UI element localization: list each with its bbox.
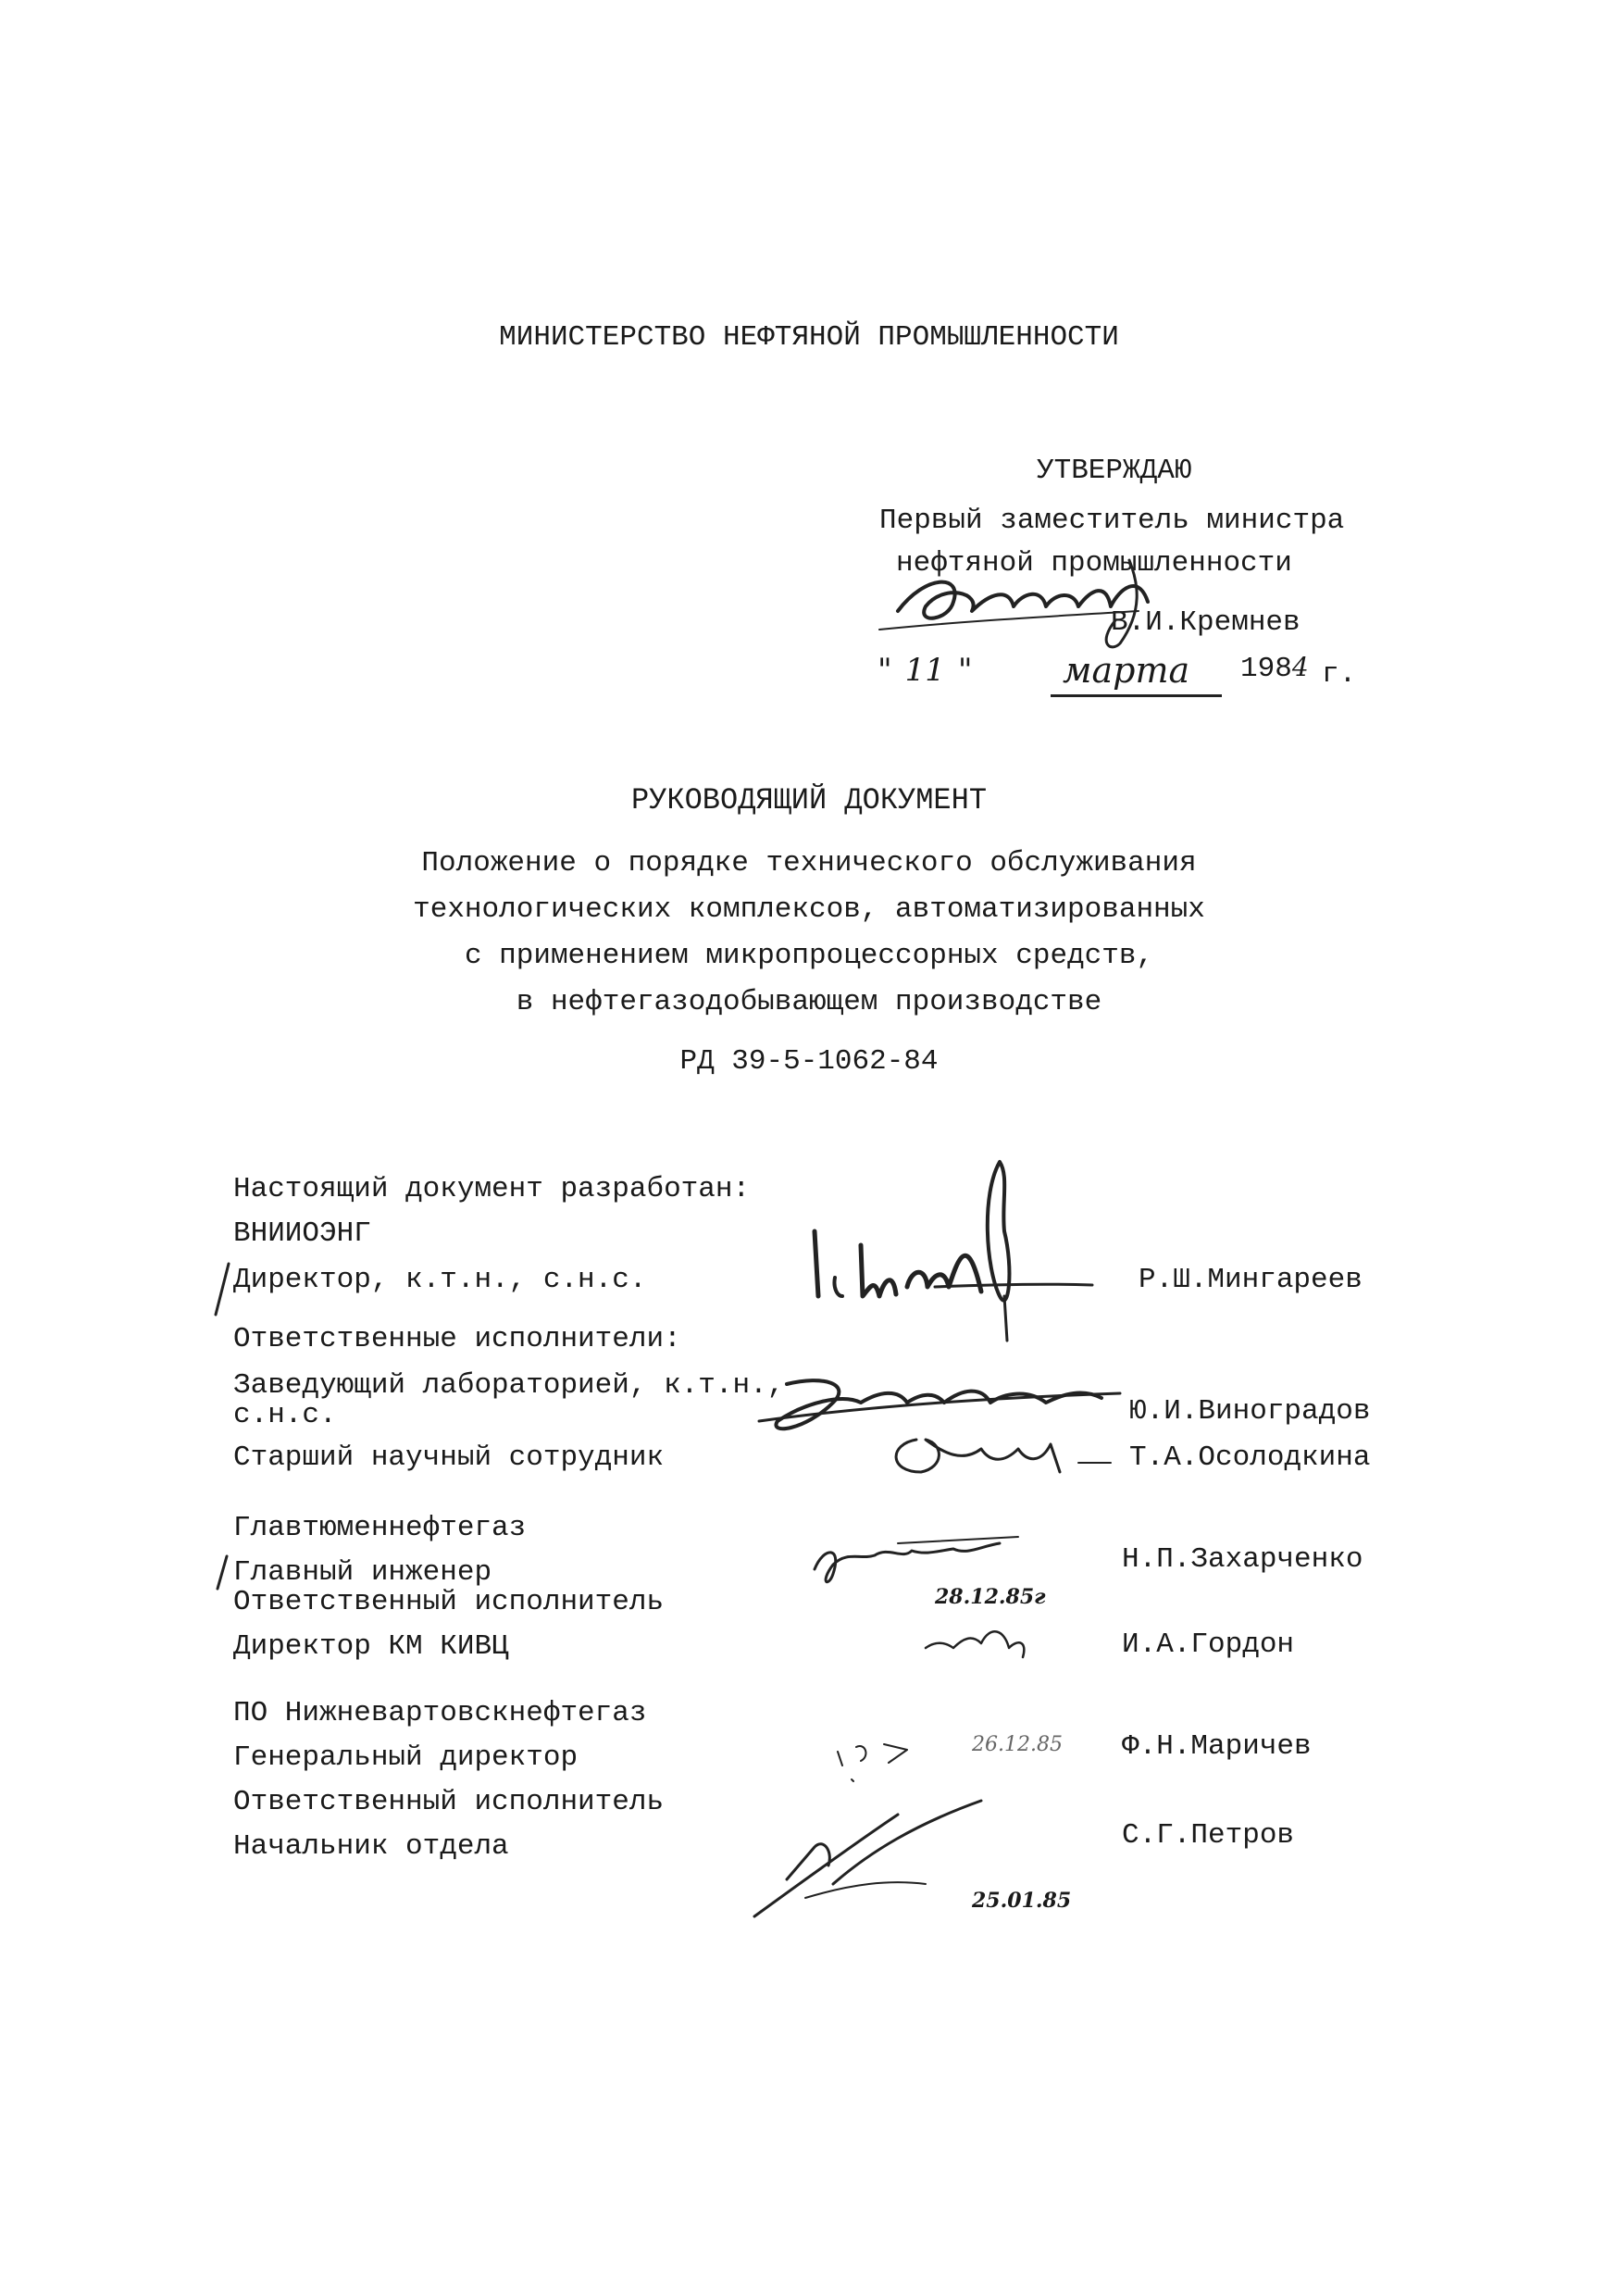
director-role: Директор, к.т.н., с.н.с. [233, 1264, 647, 1296]
zakharchenko-signature [805, 1532, 1046, 1597]
approval-signer: В.И.Кремнев [1111, 606, 1301, 639]
check-mark-1 [208, 1259, 236, 1324]
approval-heading: УТВЕРЖДАЮ [1037, 455, 1192, 487]
responsible-label: Ответственные исполнители: [233, 1323, 681, 1355]
org-glavtyumen: Главтюменнефтегаз [233, 1512, 527, 1544]
director-name: Р.Ш.Мингареев [1139, 1264, 1363, 1296]
document-title-line-3: с применением микропроцессорных средств, [464, 940, 1154, 972]
org-vniioeng: ВНИИОЭНГ [233, 1217, 371, 1250]
ministry-title: МИНИСТЕРСТВО НЕФТЯНОЙ ПРОМЫШЛЕННОСТИ [499, 321, 1119, 354]
lab-head-role-2: с.н.с. [233, 1399, 337, 1431]
org-nizhnevartovsk: ПО Нижневартовскнефтегаз [233, 1697, 647, 1729]
gordon-signature [916, 1616, 1037, 1666]
kivc-name: И.А.Гордон [1122, 1628, 1295, 1661]
developers-intro: Настоящий документ разработан: [233, 1173, 751, 1205]
approval-date-suffix: г. [1322, 658, 1357, 691]
chief-engineer-name: Н.П.Захарченко [1122, 1543, 1363, 1576]
lab-head-role-1: Заведующий лабораторией, к.т.н., [233, 1369, 785, 1402]
marichev-signature [833, 1724, 972, 1775]
chief-engineer-date: 28.12.85г [935, 1585, 1046, 1609]
gd-role: Генеральный директор [233, 1741, 579, 1774]
approval-signature [861, 555, 1287, 657]
document-title-line-4: в нефтегазодобывающем производстве [516, 986, 1102, 1018]
approval-date-month: марта [1063, 650, 1190, 691]
osolodkina-signature [879, 1421, 1139, 1486]
approval-line-2: нефтяной промышленности [896, 547, 1292, 580]
approval-date-year: 1984 [1240, 652, 1309, 685]
gd-date: 26.12.85 [972, 1733, 1063, 1756]
document-title-line-2: технологических комплексов, автоматизированных [413, 893, 1205, 926]
document-title-line-1: Положение о порядке технического обслуживания [421, 847, 1197, 880]
kivc-role: Директор КМ КИВЦ [233, 1630, 509, 1663]
approval-line-1: Первый заместитель министра [879, 505, 1345, 537]
lab-head-name: Ю.И.Виноградов [1129, 1395, 1371, 1428]
check-mark-2 [208, 1552, 236, 1598]
chief-engineer-role: Главный инженер [233, 1556, 492, 1589]
date-underline [1051, 694, 1222, 697]
senior-name: Т.А.Осолодкина [1129, 1441, 1371, 1474]
dept-head-role: Начальник отдела [233, 1830, 509, 1863]
chief-engineer-subrole: Ответственный исполнитель [233, 1586, 665, 1618]
gd-name: Ф.Н.Маричев [1122, 1730, 1312, 1763]
dept-head-date: 25.01.85 [972, 1889, 1072, 1913]
approval-date-day: " 11 " [877, 652, 973, 689]
petrov-signature [750, 1796, 990, 1926]
director-signature [796, 1157, 1148, 1342]
dept-head-name: С.Г.Петров [1122, 1819, 1295, 1852]
responsible-role: Ответственный исполнитель [233, 1786, 665, 1818]
document-type: РУКОВОДЯЩИЙ ДОКУМЕНТ [630, 783, 988, 817]
senior-role: Старший научный сотрудник [233, 1441, 665, 1474]
document-code: РД 39-5-1062-84 [679, 1045, 939, 1078]
